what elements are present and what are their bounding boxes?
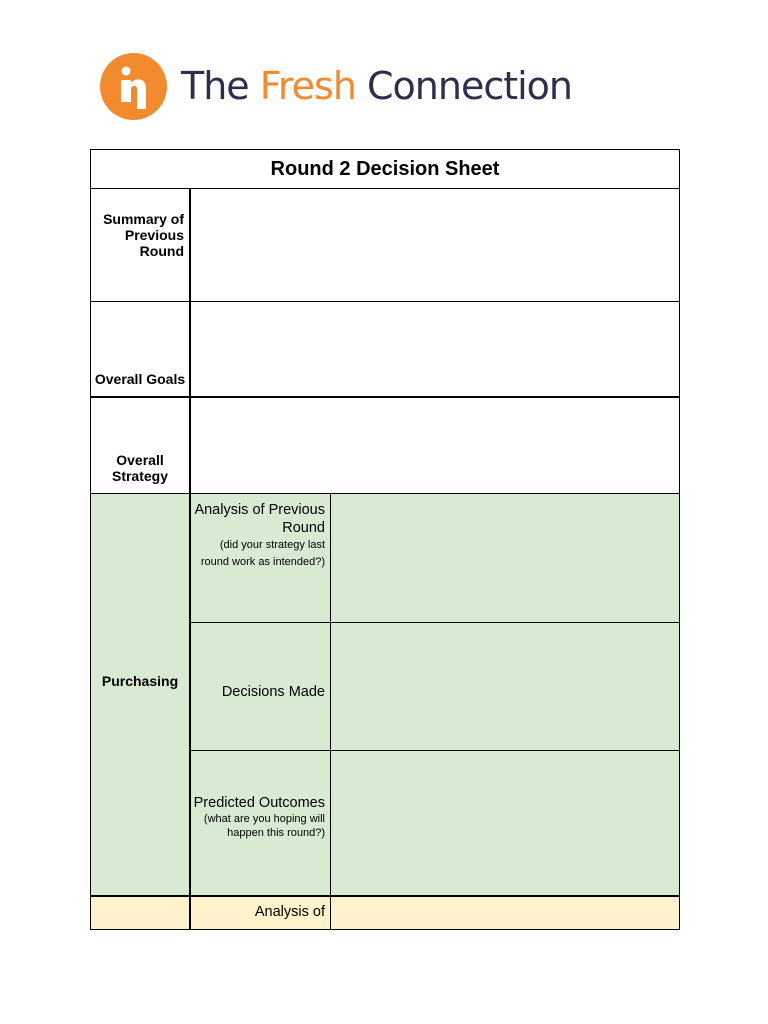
next-analysis-label: Analysis of bbox=[191, 897, 331, 929]
purchasing-analysis-hint: (did your strategy last round work as intended?) bbox=[200, 539, 325, 568]
goals-input-cell[interactable] bbox=[191, 302, 679, 396]
strategy-label-text: Overall Strategy bbox=[111, 452, 169, 484]
strategy-input-cell[interactable] bbox=[191, 398, 679, 493]
purchasing-outcomes-row bbox=[191, 751, 679, 895]
next-section-label bbox=[91, 897, 191, 929]
next-section-row bbox=[91, 897, 679, 929]
brand-name bbox=[181, 64, 572, 108]
brand-logo bbox=[100, 52, 572, 120]
sheet-title: Round 2 Decision Sheet bbox=[91, 150, 679, 189]
goals-row bbox=[91, 302, 679, 398]
goals-label-text: Overall Goals bbox=[94, 371, 186, 387]
purchasing-analysis-input-cell[interactable] bbox=[331, 494, 679, 622]
decision-sheet-table bbox=[90, 149, 680, 930]
brand-fresh: Fresh bbox=[259, 64, 367, 108]
summary-label: Summary of Previous Round bbox=[91, 189, 191, 301]
purchasing-decisions-label bbox=[191, 623, 331, 750]
purchasing-subrows bbox=[191, 494, 679, 895]
purchasing-outcomes-title: Predicted Outcomes bbox=[193, 795, 325, 811]
purchasing-analysis-title: Analysis of Previous Round bbox=[194, 502, 325, 536]
purchasing-decisions-row bbox=[191, 623, 679, 751]
purchasing-outcomes-hint: (what are you hoping will happen this round?) bbox=[203, 813, 325, 839]
purchasing-outcomes-input-cell[interactable] bbox=[331, 751, 679, 895]
purchasing-label bbox=[91, 494, 191, 895]
brand-the: The bbox=[181, 64, 260, 108]
purchasing-analysis-row bbox=[191, 494, 679, 623]
purchasing-analysis-label bbox=[191, 494, 331, 622]
purchasing-decisions-title: Decisions Made bbox=[221, 683, 325, 700]
purchasing-section bbox=[91, 494, 679, 897]
summary-input-cell[interactable] bbox=[191, 189, 679, 301]
strategy-label bbox=[91, 398, 191, 493]
brand-connection: Connection bbox=[367, 64, 573, 108]
goals-label bbox=[91, 302, 191, 396]
purchasing-label-text: Purchasing bbox=[101, 672, 179, 689]
purchasing-decisions-input-cell[interactable] bbox=[331, 623, 679, 750]
next-analysis-input-cell[interactable] bbox=[331, 897, 679, 929]
strategy-row bbox=[91, 398, 679, 494]
purchasing-outcomes-label bbox=[191, 751, 331, 895]
fresh-connection-logo-icon bbox=[100, 53, 167, 120]
summary-row bbox=[91, 189, 679, 302]
